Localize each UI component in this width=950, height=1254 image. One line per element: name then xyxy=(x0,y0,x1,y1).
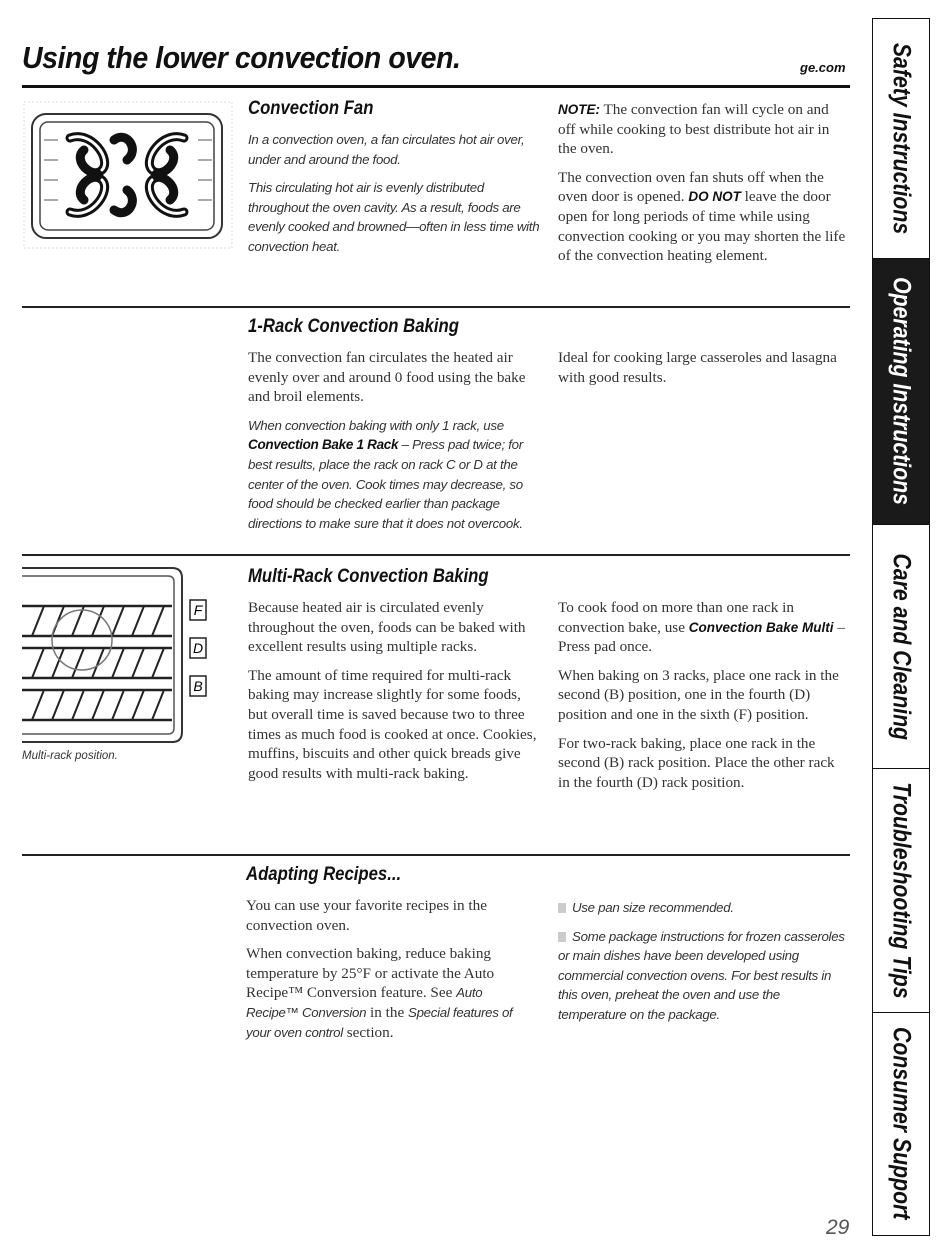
rack-label-d: D xyxy=(192,640,204,656)
multi-rack-intro: Because heated air is circulated evenly throughout the oven, foods can be baked with excellent results using multiple racks. xyxy=(248,599,526,656)
one-rack-left-column xyxy=(248,348,538,542)
auto-recipe-conversion-ref: Auto Recipe™ Conversion xyxy=(246,985,483,1020)
multi-rack-left-column xyxy=(248,598,538,792)
adapting-left-column xyxy=(246,896,536,1051)
adapting-intro: You can use your favorite recipes in the convection oven. xyxy=(246,897,487,934)
convection-fan-details: This circulating hot air is evenly distributed throughout the oven cavity. As a result, foods are evenly cooked and browned—often in less time with convection heat. xyxy=(248,180,540,254)
three-rack-instructions: When baking on 3 racks, place one rack in the second (B) position, one in the fourth (D) position and one in the sixth (F) position. xyxy=(558,666,839,723)
tip-package-instructions: Some package instructions for frozen casseroles or main dishes have been developed using commercial convection ovens. For best results in this oven, preheat the oven and use the temperature on the package. xyxy=(558,928,845,1022)
convection-fan-intro: In a convection oven, a fan circulates hot air over, under and around the food. xyxy=(248,132,525,167)
section-divider xyxy=(22,554,850,556)
one-rack-instruction-end: – Press pad twice; for best results, place the rack on rack C or D at the center of the oven. Cook times may decrease, so food should be checked earlier than package directions to make sure that it does not overcook. xyxy=(248,437,523,531)
one-rack-instruction-start: When convection baking with only 1 rack, use xyxy=(248,417,504,433)
convection-fan-left-column xyxy=(248,130,540,266)
multi-rack-instruction-start: To cook food on more than one rack in convection bake, use xyxy=(558,599,794,636)
multi-rack-instruction-end: – Press pad once. xyxy=(558,618,845,656)
rack-label-f: F xyxy=(193,602,203,618)
convection-bake-1-rack-label: Convection Bake 1 Rack xyxy=(248,437,399,453)
one-rack-heading: 1-Rack Convection Baking xyxy=(248,316,459,337)
one-rack-intro: The convection fan circulates the heated air evenly over and around 0 food using the bake and broil elements. xyxy=(248,349,526,406)
do-not-label: DO NOT xyxy=(688,189,741,205)
tab-consumer-support[interactable]: Consumer Support xyxy=(887,1027,916,1220)
note-label: NOTE: xyxy=(558,102,600,117)
adapting-temperature-mid: in the xyxy=(366,1003,409,1021)
convection-fan-heading: Convection Fan xyxy=(248,98,374,119)
door-warning-start: The convection oven fan shuts off when the oven door is opened. xyxy=(558,168,824,206)
note-text: The convection fan will cycle on and off while cooking to best distribute hot air in the oven. xyxy=(558,101,830,158)
multi-rack-caption: Multi-rack position. xyxy=(22,750,118,762)
tip-pan-size: Use pan size recommended. xyxy=(558,898,848,918)
page-title: Using the lower convection oven. xyxy=(22,40,461,75)
one-rack-right-column xyxy=(558,348,838,396)
adapting-temperature-end: section. xyxy=(342,1023,394,1041)
header-rule xyxy=(22,85,850,88)
adapting-temperature-start: When convection baking, reduce baking temperature by 25°F or activate the Auto Recipe™ Conversion feature. See xyxy=(246,945,495,1002)
multi-rack-heading: Multi-Rack Convection Baking xyxy=(248,566,489,587)
adapting-recipes-heading: Adapting Recipes... xyxy=(246,864,402,885)
section-divider xyxy=(22,854,850,856)
door-warning-end: leave the door open for long periods of time while using convection cooking or you may shorten the life of the convection heating element. xyxy=(558,188,846,265)
multi-rack-illustration xyxy=(22,566,222,746)
two-rack-instructions: For two-rack baking, place one rack in the second (B) rack position. Place the other rack in the fourth (D) rack position. xyxy=(558,734,835,791)
tab-safety-instructions[interactable]: Safety Instructions xyxy=(873,19,929,259)
special-features-ref: Special features of your oven control xyxy=(246,1004,513,1040)
page-number: 29 xyxy=(826,1216,850,1239)
bullet-icon xyxy=(558,932,566,942)
tab-care-and-cleaning[interactable]: Care and Cleaning xyxy=(873,525,929,769)
site-link[interactable]: ge.com xyxy=(800,60,846,75)
multi-rack-timing: The amount of time required for multi-rack baking may increase slightly for some foods, but overall time is saved because two to three times as much food is cooked at once. Cookies, muffins, biscuits and other quick breads give good results with multi-rack baking. xyxy=(248,666,537,782)
tab-operating-instructions[interactable]: Operating Instructions xyxy=(873,259,929,525)
bullet-icon xyxy=(558,903,566,913)
section-tabs xyxy=(872,18,930,1236)
multi-rack-right-column xyxy=(558,598,848,801)
convection-fan-right-column xyxy=(558,100,848,275)
adapting-right-column xyxy=(558,898,848,1034)
one-rack-ideal-text: Ideal for cooking large casseroles and lasagna with good results. xyxy=(558,349,837,386)
convection-fan-illustration xyxy=(22,100,234,250)
tab-troubleshooting-tips[interactable]: Troubleshooting Tips xyxy=(873,769,929,1013)
convection-bake-multi-label: Convection Bake Multi xyxy=(688,619,834,635)
section-divider xyxy=(22,306,850,308)
rack-label-b: B xyxy=(193,678,203,694)
